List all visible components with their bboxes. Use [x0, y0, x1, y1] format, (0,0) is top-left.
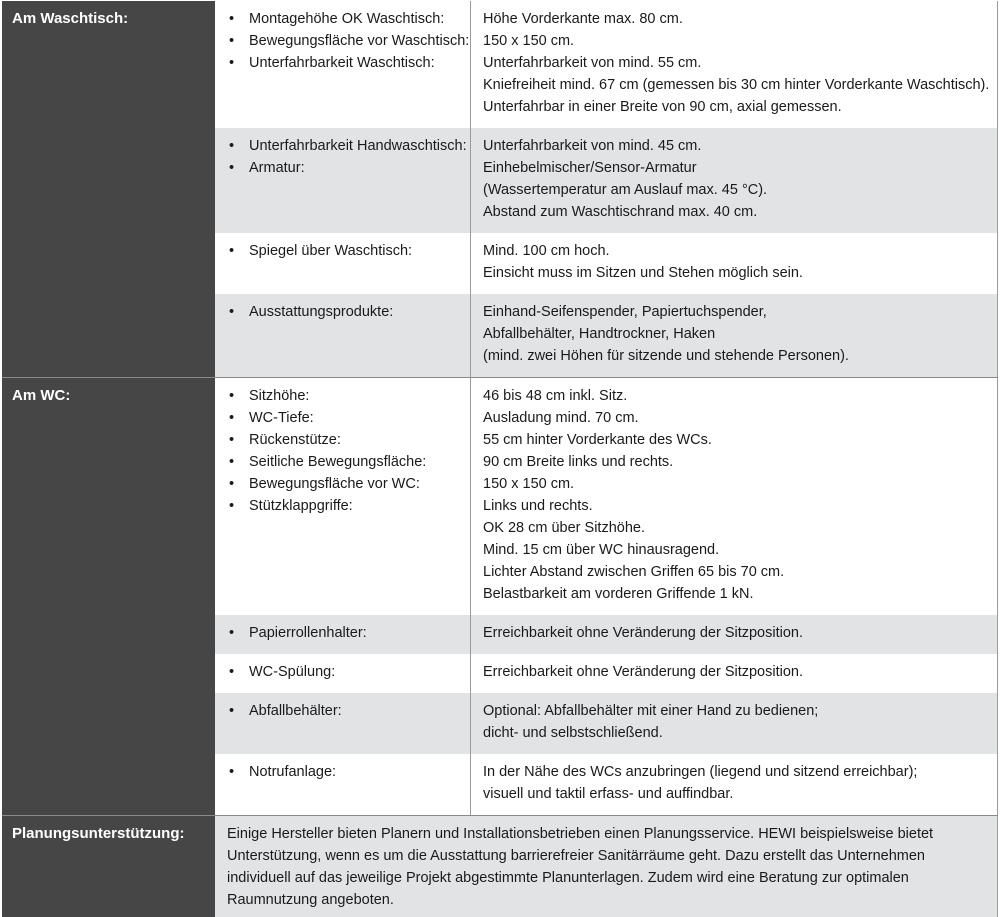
criteria-item: • Papierrollenhalter: [215, 622, 470, 644]
requirement-line: Unterfahrbarkeit von mind. 45 cm. [483, 135, 987, 157]
criteria-item: • Seitliche Bewegungsfläche: [215, 451, 470, 473]
requirements-table-body [2, 1, 998, 917]
criteria-item: • Armatur: [215, 157, 470, 179]
criteria-item: • WC-Tiefe: [215, 407, 470, 429]
requirement-line: Abstand zum Waschtischrand max. 40 cm. [483, 201, 987, 223]
section-planung-heading: Planungsunterstützung: [2, 816, 215, 917]
requirement-line: visuell und taktil erfass- und auffindbar. [483, 783, 987, 805]
criteria-cell [215, 294, 471, 378]
requirement-line: (mind. zwei Höhen für sitzende und stehende Personen). [483, 345, 987, 367]
requirement-line: Höhe Vorderkante max. 80 cm. [483, 8, 987, 30]
criteria-item: • Unterfahrbarkeit Waschtisch: [215, 52, 470, 74]
criteria-cell [215, 654, 471, 693]
criteria-list [215, 615, 470, 654]
criteria-item: • Bewegungsfläche vor WC: [215, 473, 470, 495]
requirement-line: Einhebelmischer/Sensor-Armatur [483, 157, 987, 179]
requirement-line: dicht- und selbstschließend. [483, 722, 987, 744]
criteria-list [215, 754, 470, 793]
criteria-item: • Abfallbehälter: [215, 700, 470, 722]
requirement-line: Erreichbarkeit ohne Veränderung der Sitzposition. [483, 622, 987, 644]
requirement-line: (Wassertemperatur am Auslauf max. 45 °C). [483, 179, 987, 201]
requirement-line: Lichter Abstand zwischen Griffen 65 bis 70 cm. [483, 561, 987, 583]
requirement-line: Einsicht muss im Sitzen und Stehen möglich sein. [483, 262, 987, 284]
criteria-item: • WC-Spülung: [215, 661, 470, 683]
criteria-list [215, 378, 470, 527]
requirement-line: OK 28 cm über Sitzhöhe. [483, 517, 987, 539]
criteria-cell [215, 615, 471, 654]
requirement-cell [471, 693, 998, 754]
criteria-item: • Unterfahrbarkeit Handwaschtisch: [215, 135, 470, 157]
requirement-line: Kniefreiheit mind. 67 cm (gemessen bis 30 cm hinter Vorderkante Waschtisch). [483, 74, 987, 96]
requirement-cell [471, 654, 998, 693]
requirement-cell [471, 754, 998, 816]
requirements-table [2, 1, 998, 917]
requirement-cell [471, 378, 998, 616]
requirement-line: Belastbarkeit am vorderen Griffende 1 kN. [483, 583, 987, 605]
requirement-line: Unterfahrbar in einer Breite von 90 cm, axial gemessen. [483, 96, 987, 118]
criteria-item: • Spiegel über Waschtisch: [215, 240, 470, 262]
criteria-cell [215, 128, 471, 233]
criteria-list [215, 654, 470, 693]
requirement-cell [471, 294, 998, 378]
requirement-cell [471, 1, 998, 128]
criteria-cell [215, 1, 471, 128]
criteria-list [215, 1, 470, 84]
criteria-item: • Notrufanlage: [215, 761, 470, 783]
requirement-cell [471, 233, 998, 294]
criteria-cell [215, 693, 471, 754]
requirement-line: Einhand-Seifenspender, Papiertuchspender, [483, 301, 987, 323]
requirement-cell [471, 128, 998, 233]
planung-text: Einige Hersteller bieten Planern und Installationsbetrieben einen Planungsservice. HEWI beispielsweise bietet Unterstützung, wenn es um die Ausstattung barrierefreier Sanitärräume geht. Dazu erstellt das Unternehmen individuell auf das jeweilige Projekt abgestimmte Planunterlagen. Zudem wird eine Beratung zur optimalen Raumnutzung angeboten. [215, 816, 998, 917]
criteria-list [215, 128, 470, 189]
requirement-line: 150 x 150 cm. [483, 473, 987, 495]
criteria-item: • Sitzhöhe: [215, 385, 470, 407]
requirement-line: Abfallbehälter, Handtrockner, Haken [483, 323, 987, 345]
criteria-cell [215, 378, 471, 616]
section-planung-row [2, 816, 998, 917]
section-wc-heading: Am WC: [2, 378, 215, 816]
criteria-item: • Bewegungsfläche vor Waschtisch: [215, 30, 470, 52]
criteria-item: • Stützklappgriffe: [215, 495, 470, 517]
criteria-list [215, 294, 470, 333]
requirement-line: 55 cm hinter Vorderkante des WCs. [483, 429, 987, 451]
requirement-line: 150 x 150 cm. [483, 30, 987, 52]
requirement-line: Links und rechts. [483, 495, 987, 517]
criteria-item: • Rückenstütze: [215, 429, 470, 451]
requirement-line: Ausladung mind. 70 cm. [483, 407, 987, 429]
criteria-item: • Ausstattungsprodukte: [215, 301, 470, 323]
section-waschtisch-heading: Am Waschtisch: [2, 1, 215, 378]
criteria-cell [215, 754, 471, 816]
criteria-cell [215, 233, 471, 294]
requirement-line: Unterfahrbarkeit von mind. 55 cm. [483, 52, 987, 74]
criteria-list [215, 233, 470, 272]
section-waschtisch-row [2, 1, 998, 128]
requirement-line: Mind. 100 cm hoch. [483, 240, 987, 262]
requirement-line: In der Nähe des WCs anzubringen (liegend und sitzend erreichbar); [483, 761, 987, 783]
requirement-cell [471, 615, 998, 654]
requirement-line: 90 cm Breite links und rechts. [483, 451, 987, 473]
requirement-line: 46 bis 48 cm inkl. Sitz. [483, 385, 987, 407]
requirement-line: Mind. 15 cm über WC hinausragend. [483, 539, 987, 561]
criteria-item: • Montagehöhe OK Waschtisch: [215, 8, 470, 30]
requirement-line: Optional: Abfallbehälter mit einer Hand zu bedienen; [483, 700, 987, 722]
criteria-list [215, 693, 470, 732]
section-wc-row [2, 378, 998, 616]
requirement-line: Erreichbarkeit ohne Veränderung der Sitzposition. [483, 661, 987, 683]
